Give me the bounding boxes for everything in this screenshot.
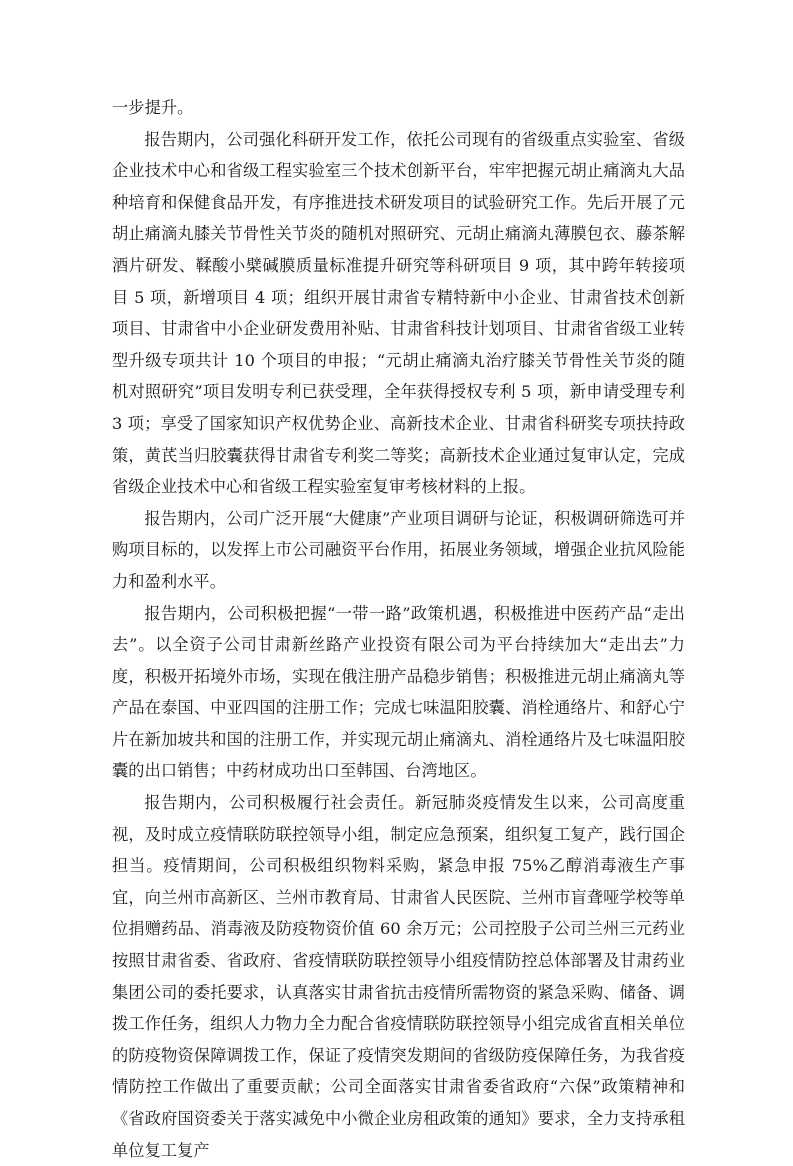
paragraph-continued: 一步提升。 (112, 98, 194, 117)
paragraph-social-responsibility: 报告期内，公司积极履行社会责任。新冠肺炎疫情发生以来，公司高度重视，及时成立疫情联防联控领导小组，制定应急预案，组织复工复产，践行国企担当。疫情期间，公司积极组织物料采购，紧急申报 75%乙醇消毒液生产事宜，向兰州市高新区、兰州市教育局、甘肃省人民医院、兰州市盲聋哑学校等单位捐赠药品、消毒液及防疫物资价值 60 余万元；公司控股子公司兰州三元药业按照甘肃省委、省政府、省疫情联防联控领导小组疫情防控总体部署及甘肃药业集团公司的委托要求，认真落实甘肃省抗击疫情所需物资的紧急采购、储备、调拨工作任务，组织人力物力全力配合省疫情联防联控领导小组完成省直相关单位的防疫物资保障调拨工作，保证了疫情突发期间的省级防疫保障任务，为我省疫情防控工作做出了重要贡献；公司全面落实甘肃省委省政府“六保”政策精神和《省政府国资委关于落实减免中小微企业房租政策的通知》要求，全力支持承租单位复工复产 (112, 793, 685, 1160)
paragraph-big-health-industry: 报告期内，公司广泛开展“大健康”产业项目调研与论证，积极调研筛选可并购项目标的，以发挥上市公司融资平台作用，拓展业务领域，增强企业抗风险能力和盈利水平。 (112, 508, 685, 591)
paragraph-research-development: 报告期内，公司强化科研开发工作，依托公司现有的省级重点实验室、省级企业技术中心和省级工程实验室三个技术创新平台，牢牢把握元胡止痛滴丸大品种培育和保健食品开发，有序推进技术研发项目的试验研究工作。先后开展了元胡止痛滴丸膝关节骨性关节炎的随机对照研究、元胡止痛滴丸薄膜包衣、藤茶解酒片研发、鞣酸小檗碱膜质量标准提升研究等科研项目 9 项，其中跨年转接项目 5 项，新增项目 4 项；组织开展甘肃省专精特新中小企业、甘肃省技术创新项目、甘肃省中小企业研发费用补贴、甘肃省科技计划项目、甘肃省省级工业转型升级专项共计 10 个项目的申报；“元胡止痛滴丸治疗膝关节骨性关节炎的随机对照研究”项目发明专利已获受理，全年获得授权专利 5 项，新申请受理专利 3 项；享受了国家知识产权优势企业、高新技术企业、甘肃省科研奖专项扶持政策，黄芪当归胶囊获得甘肃省专利奖二等奖；高新技术企业通过复审认定，完成省级企业技术中心和省级工程实验室复审考核材料的上报。 (112, 129, 685, 497)
document-body (112, 92, 685, 1166)
paragraph-belt-and-road: 报告期内，公司积极把握“一带一路”政策机遇，积极推进中医药产品“走出去”。以全资子公司甘肃新丝路产业投资有限公司为平台持续加大“走出去”力度，积极开拓境外市场，实现在俄注册产品稳步销售；积极推进元胡止痛滴丸等产品在泰国、中亚四国的注册工作；完成七味温阳胶囊、消栓通络片、和舒心宁片在新加坡共和国的注册工作，并实现元胡止痛滴丸、消栓通络片及七味温阳胶囊的出口销售；中药材成功出口至韩国、台湾地区。 (112, 603, 685, 781)
